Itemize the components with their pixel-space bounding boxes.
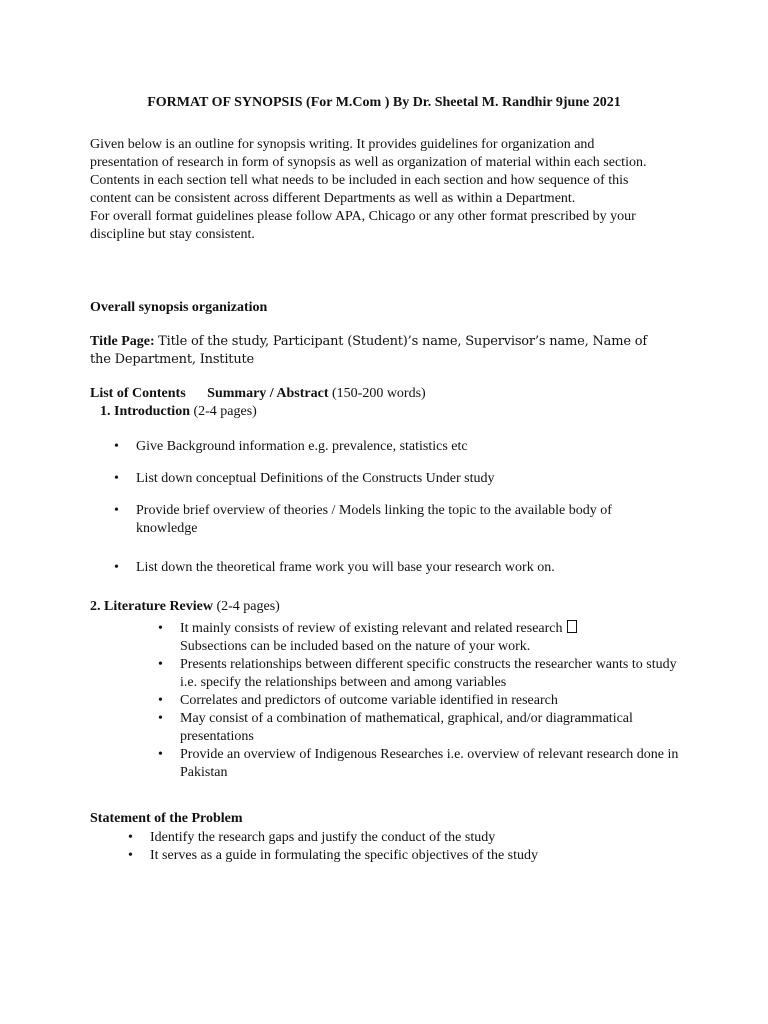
list-item: • Provide brief overview of theories / Models linking the topic to the available body of knowledge — [114, 502, 659, 538]
literature-review-label: 2. Literature Review — [90, 599, 213, 614]
list-item-text: It mainly consists of review of existing relevant and related research — [180, 621, 563, 636]
missing-glyph-icon — [567, 620, 577, 633]
list-item: • List down the theoretical frame work you will base your research work on. — [114, 559, 659, 577]
list-item-continuation: Subsections can be included based on the nature of your work. — [180, 639, 531, 654]
list-item — [158, 620, 688, 656]
introduction-bullet-list — [114, 502, 659, 538]
statement-of-problem-bullet-list — [128, 829, 688, 865]
intro-paragraph: Given below is an outline for synopsis writing. It provides guidelines for organization and presentation of research in form of synopsis as well as organization of material within each section. Contents in each section tell what needs to be included in each section and how sequence of this content can be consistent across different Departments as well as within a Department. — [90, 137, 647, 206]
list-item: • It serves as a guide in formulating the specific objectives of the study — [128, 847, 688, 865]
literature-review-note: (2-4 pages) — [216, 599, 280, 614]
summary-label: Summary / Abstract — [207, 386, 329, 401]
document-title: FORMAT OF SYNOPSIS (For M.Com ) By Dr. Sheetal M. Randhir 9june 2021 — [147, 95, 621, 110]
list-item: • May consist of a combination of mathematical, graphical, and/or diagrammatical presentations — [158, 710, 688, 746]
intro-section — [90, 136, 650, 244]
overall-organization-heading: Overall synopsis organization — [90, 300, 268, 315]
title-page-line — [90, 333, 670, 369]
literature-review-bullet-list — [158, 620, 688, 782]
list-of-contents-label: List of Contents — [90, 386, 186, 401]
title-page-value: Title of the study, Participant (Student)’s name, Supervisor’s name, Name of the Department, Institute — [90, 334, 648, 367]
statement-of-problem-heading: Statement of the Problem — [90, 811, 243, 826]
contents-line — [90, 385, 690, 403]
introduction-bullet-list — [114, 438, 659, 456]
introduction-heading — [100, 403, 660, 421]
format-guideline-paragraph: For overall format guidelines please follow APA, Chicago or any other format prescribed by your discipline but stay consistent. — [90, 209, 636, 242]
introduction-note: (2-4 pages) — [193, 404, 257, 419]
list-item: • Provide an overview of Indigenous Researches i.e. overview of relevant research done in Pakistan — [158, 746, 688, 782]
list-item: • List down conceptual Definitions of the Constructs Under study — [114, 470, 659, 488]
list-item: • Identify the research gaps and justify the conduct of the study — [128, 829, 688, 847]
list-item: • Presents relationships between different specific constructs the researcher wants to study i.e. specify the relationships between and among variables — [158, 656, 688, 692]
introduction-bullet-list — [114, 470, 659, 488]
introduction-bullet-list — [114, 559, 659, 577]
list-item: • Give Background information e.g. prevalence, statistics etc — [114, 438, 659, 456]
literature-review-heading — [90, 598, 650, 616]
introduction-label: 1. Introduction — [100, 404, 190, 419]
summary-note: (150-200 words) — [332, 386, 426, 401]
list-item: • Correlates and predictors of outcome variable identified in research — [158, 692, 688, 710]
title-page-label: Title Page: — [90, 334, 155, 349]
